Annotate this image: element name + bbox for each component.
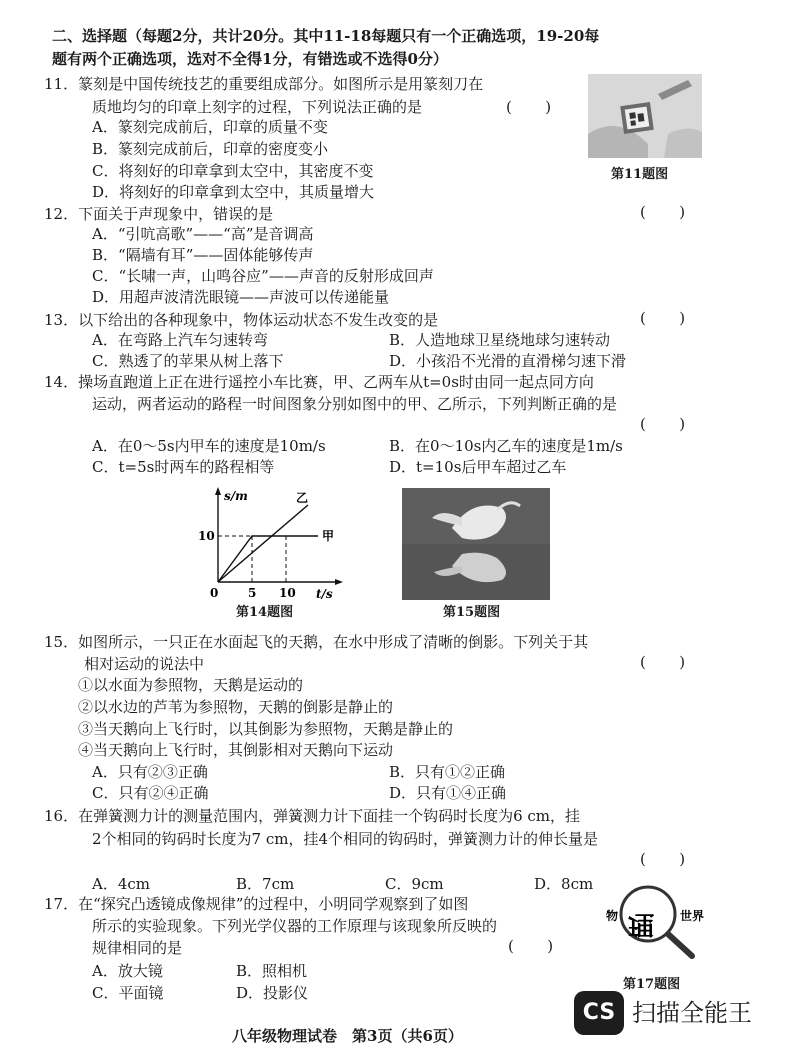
q17-lens-text-mid: 理	[628, 909, 655, 939]
q17-lens-handle	[668, 934, 692, 956]
q12-option-d: D．用超声波清洗眼镜——声波可以传递能量	[92, 288, 390, 306]
camscanner-text: 扫描全能王	[632, 999, 752, 1027]
q14-distance-time-graph	[196, 484, 346, 602]
q14-option-b: B．在0～10s内乙车的速度是1m/s	[389, 437, 623, 455]
q14-x-tick-5: 5	[248, 586, 257, 600]
q15-swan-reflection-photo	[402, 488, 550, 600]
q17-lens-text-right: 世界	[680, 909, 705, 923]
q13-option-b: B．人造地球卫星绕地球匀速转动	[389, 331, 611, 349]
q14-origin-label: 0	[210, 586, 219, 600]
q11-option-b: B．篆刻完成前后，印章的密度变小	[92, 140, 329, 158]
q15-option-a: A．只有②③正确	[92, 763, 208, 781]
q16-option-b: B．7cm	[236, 875, 295, 893]
q17-answer-paren: ( )	[508, 937, 554, 955]
q17-stem-line1: 17．在“探究凸透镜成像规律”的过程中，小明同学观察到了如图	[44, 895, 469, 913]
q17-lens-text-left: 物	[606, 909, 619, 923]
q15-stem-line2: 相对运动的说法中	[84, 655, 205, 673]
q15-option-b: B．只有①②正确	[389, 763, 506, 781]
q14-option-a: A．在0～5s内甲车的速度是10m/s	[92, 437, 326, 455]
page-footer: 八年级物理试卷 第3页（共6页）	[232, 1027, 463, 1045]
q14-option-d: D．t=10s后甲车超过乙车	[389, 458, 567, 476]
section-header-line1: 二、选择题（每题2分，共计20分。其中11-18每题只有一个正确选项，19-20每	[52, 27, 600, 45]
q15-answer-paren: ( )	[640, 653, 686, 671]
q13-option-a: A．在弯路上汽车匀速转弯	[92, 331, 268, 349]
q14-x-label: t/s	[316, 587, 333, 601]
q14-stem-line1: 14．操场直跑道上正在进行遥控小车比赛，甲、乙两车从t=0s时由同一起点同方向	[44, 373, 594, 391]
q15-stem-line1: 15．如图所示，一只正在水面起飞的天鹅，在水中形成了清晰的倒影。下列关于其	[44, 633, 589, 651]
q12-option-c: C．“长啸一声，山鸣谷应”——声音的反射形成回声	[92, 267, 434, 285]
q15-option-d: D．只有①④正确	[389, 784, 507, 802]
q14-label-jia: 甲	[322, 529, 335, 543]
q14-x-axis-arrow	[335, 579, 343, 585]
q14-line-yi	[218, 505, 308, 582]
q16-option-d: D．8cm	[534, 875, 594, 893]
q11-answer-paren: ( )	[506, 98, 552, 116]
q15-statement-1: ①以水面为参照物，天鹅是运动的	[78, 676, 304, 694]
section-header-line2: 题有两个正确选项，选对不全得1分，有错选或不选得0分）	[52, 50, 448, 68]
q12-answer-paren: ( )	[640, 203, 686, 221]
q11-seal-carving-photo	[588, 74, 702, 158]
q17-figure-caption: 第17题图	[623, 977, 681, 992]
q14-figure-caption: 第14题图	[236, 605, 294, 620]
q12-stem: 12．下面关于声现象中，错误的是	[44, 205, 274, 223]
q16-stem-line1: 16．在弹簧测力计的测量范围内，弹簧测力计下面挂一个钩码时长度为6 cm，挂	[44, 807, 581, 825]
q15-statement-4: ④当天鹅向上飞行时，其倒影相对天鹅向下运动	[78, 741, 394, 759]
q16-stem-line2: 2个相同的钩码时长度为7 cm，挂4个相同的钩码时，弹簧测力计的伸长量是	[92, 830, 599, 848]
q16-answer-paren: ( )	[640, 850, 686, 868]
q17-option-d: D．投影仪	[236, 984, 309, 1002]
q11-option-d: D．将刻好的印章拿到太空中，其质量增大	[92, 183, 375, 201]
q11-option-c: C．将刻好的印章拿到太空中，其密度不变	[92, 162, 374, 180]
q14-y-axis-arrow	[215, 487, 221, 495]
q14-y-label: s/m	[224, 489, 248, 503]
q16-option-a: A．4cm	[92, 875, 151, 893]
q14-stem-line2: 运动，两者运动的路程一时间图象分别如图中的甲、乙所示，下列判断正确的是	[92, 395, 618, 413]
q13-answer-paren: ( )	[640, 309, 686, 327]
q14-y-tick-10: 10	[198, 529, 215, 543]
q14-label-yi: 乙	[296, 491, 309, 505]
q13-option-c: C．熟透了的苹果从树上落下	[92, 352, 284, 370]
q11-stem-line2: 质地均匀的印章上刻字的过程，下列说法正确的是	[92, 98, 423, 116]
camscanner-logo: CS	[574, 991, 624, 1035]
q15-option-c: C．只有②④正确	[92, 784, 209, 802]
q13-stem: 13．以下给出的各种现象中，物体运动状态不发生改变的是	[44, 311, 439, 329]
q17-option-a: A．放大镜	[92, 962, 163, 980]
q11-figure-caption: 第11题图	[611, 167, 669, 182]
q17-stem-line3: 规律相同的是	[92, 939, 183, 957]
q14-x-tick-10: 10	[279, 586, 296, 600]
q17-option-b: B．照相机	[236, 962, 308, 980]
q15-figure-caption: 第15题图	[443, 605, 501, 620]
q13-option-d: D．小孩沿不光滑的直滑梯匀速下滑	[389, 352, 627, 370]
q11-option-a: A．篆刻完成前后，印章的质量不变	[92, 118, 328, 136]
q14-option-c: C．t=5s时两车的路程相等	[92, 458, 275, 476]
q11-stem-line1: 11．篆刻是中国传统技艺的重要组成部分。如图所示是用篆刻刀在	[44, 75, 484, 93]
q16-option-c: C．9cm	[385, 875, 444, 893]
q12-option-b: B．“隔墙有耳”——固体能够传声	[92, 246, 314, 264]
q14-line-jia	[218, 536, 318, 582]
q12-option-a: A．“引吭高歌”——“高”是音调高	[92, 225, 314, 243]
q17-magnifier-lens-figure	[604, 880, 720, 962]
q17-option-c: C．平面镜	[92, 984, 164, 1002]
q14-answer-paren: ( )	[640, 415, 686, 433]
q15-statement-2: ②以水边的芦苇为参照物，天鹅的倒影是静止的	[78, 698, 394, 716]
q15-statement-3: ③当天鹅向上飞行时，以其倒影为参照物，天鹅是静止的	[78, 720, 454, 738]
q17-stem-line2: 所示的实验现象。下列光学仪器的工作原理与该现象所反映的	[92, 917, 498, 935]
